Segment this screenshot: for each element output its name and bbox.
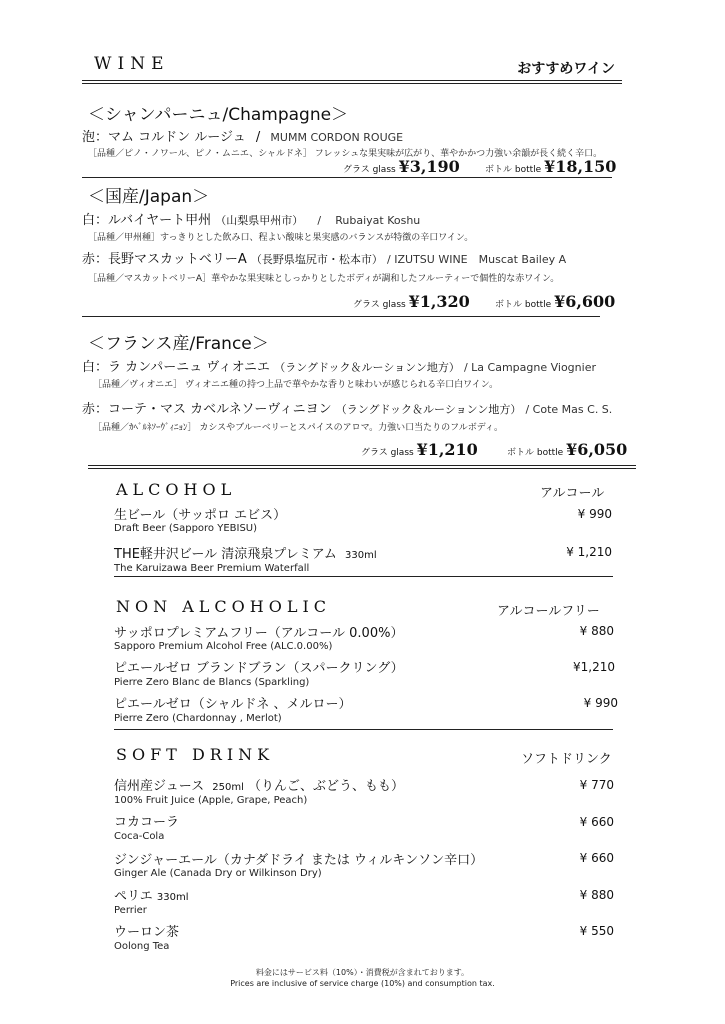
soft-drink-item-name: ウーロン茶	[114, 925, 180, 940]
japan-white-en: Rubaiyat Koshu	[335, 214, 421, 227]
japan-white-note: ［品種／甲州種］すっきりとした飲み口、程よい酸味と果実感のバランスが特徴の辛口ワイン。	[88, 233, 474, 243]
alcohol-item-price: ¥ 1,210	[566, 545, 612, 559]
france-glass-label: グラス glass	[361, 448, 414, 458]
footer-note-en: Prices are inclusive of service charge (10%) and consumption tax.	[230, 979, 495, 988]
soft-drink-item-price: ¥ 880	[579, 888, 614, 902]
japan-white-sep: /	[317, 214, 322, 227]
japan-glass-price	[353, 292, 470, 311]
non-alcoholic-item-name: ピエールゼロ（シャルドネ 、メルロー）	[114, 697, 352, 712]
france-glass-price	[361, 440, 478, 459]
france-bottle-label: ボトル bottle	[507, 448, 564, 458]
france-red-region: （ラングドック＆ルーションン地方）	[335, 403, 522, 416]
japan-divider	[82, 316, 600, 317]
soft-drink-item-price: ¥ 770	[579, 778, 614, 792]
alcohol-item-size: 330ml	[345, 550, 377, 561]
page-subtitle: おすすめワイン	[517, 61, 615, 77]
soft-drink-title-jp: ソフトドリンク	[521, 752, 612, 767]
soft-drink-item-en: Oolong Tea	[114, 941, 170, 952]
alcohol-title: ALCOHOL	[116, 480, 237, 499]
japan-red-jp: 赤：長野マスカットベリーA	[82, 252, 247, 267]
soft-drink-item-name-text: ペリエ	[114, 889, 153, 904]
champagne-bottle-price	[485, 157, 616, 176]
non-alcoholic-item-en: Pierre Zero (Chardonnay , Merlot)	[114, 713, 282, 724]
non-alcoholic-item-price: ¥ 990	[583, 696, 618, 710]
non-alcoholic-item-en: Pierre Zero Blanc de Blancs (Sparkling)	[114, 677, 310, 688]
soft-drink-item-extra: （りんご、ぶどう、もも）	[247, 779, 404, 794]
soft-drink-item-name-text: 信州産ジュース	[114, 779, 205, 794]
wine-end-divider	[88, 465, 636, 466]
soft-drink-item-name	[114, 885, 189, 904]
japan-heading: ＜国産/Japan＞	[88, 187, 210, 207]
france-white-en: / La Campagne Viognier	[463, 361, 596, 374]
soft-drink-item-size: 330ml	[156, 892, 189, 903]
champagne-bottle-value: ¥18,150	[544, 157, 617, 176]
japan-red-region: （長野県塩尻市・松本市）	[250, 253, 383, 266]
japan-white-item	[82, 209, 420, 228]
japan-red-en: / IZUTSU WINE Muscat Bailey A	[387, 253, 567, 266]
france-red-jp: 赤：コーテ・マス カベルネソーヴィニヨン	[82, 402, 332, 417]
soft-drink-item-name: ジンジャーエール（カナダドライ または ウィルキンソン辛口）	[114, 853, 484, 868]
champagne-bottle-label: ボトル bottle	[485, 165, 542, 175]
france-glass-value: ¥1,210	[416, 440, 478, 459]
france-white-note: ［品種／ヴィオニエ］ ヴィオニエ種の持つ上品で華やかな香りと味わいが感じられる辛口白ワイン。	[93, 380, 499, 390]
france-red-en: / Cote Mas C. S.	[525, 403, 613, 416]
soft-drink-item-en: Ginger Ale (Canada Dry or Wilkinson Dry)	[114, 868, 322, 879]
france-bottle-value: ¥6,050	[566, 440, 628, 459]
france-white-jp: 白：ラ カンパーニュ ヴィオニエ	[82, 360, 271, 375]
france-white-region: （ラングドック＆ルーションン地方）	[274, 361, 460, 374]
header-divider-2	[82, 83, 622, 84]
france-red-note: ［品種／ｶﾍﾞﾙﾈｿｰｳﾞｨﾆｮﾝ］ カシスやブルーベリーとスパイスのアロマ。力強い口当たりのフルボディ。	[93, 423, 504, 433]
france-white-item	[82, 356, 596, 375]
non-alcoholic-item-en: Sapporo Premium Alcohol Free (ALC.0.00%)	[114, 641, 333, 652]
france-bottle-price	[507, 440, 627, 459]
champagne-note: ［品種／ピノ・ノワール、ピノ・ムニエ、シャルドネ］ フレッシュな果実味が広がり、華やかかつ力強い余韻が長く続く辛口。	[88, 149, 603, 159]
japan-bottle-value: ¥6,600	[554, 292, 616, 311]
champagne-divider	[82, 177, 612, 178]
japan-glass-label: グラス glass	[353, 300, 406, 310]
page-title: WINE	[94, 54, 170, 74]
non-alcoholic-divider	[114, 729, 613, 730]
alcohol-item-price: ¥ 990	[577, 507, 612, 521]
japan-red-note: ［品種／マスカットベリーA］華やかな果実味としっかりとしたボディが調和したフルーティーで個性的な赤ワイン。	[88, 274, 560, 284]
japan-glass-value: ¥1,320	[408, 292, 470, 311]
header-divider	[82, 80, 622, 81]
france-heading: ＜フランス産/France＞	[88, 334, 269, 354]
soft-drink-item-price: ¥ 550	[579, 924, 614, 938]
champagne-glass-value: ¥3,190	[398, 157, 460, 176]
non-alcoholic-item-name: サッポロプレミアムフリー（アルコール 0.00%）	[114, 626, 404, 641]
soft-drink-item-size: 250ml	[212, 782, 244, 793]
japan-red-item	[82, 248, 566, 267]
alcohol-item-name: 生ビール（サッポロ エビス）	[114, 508, 287, 523]
champagne-sep: /	[255, 130, 261, 145]
champagne-item-jp: 泡：マム コルドン ルージュ	[82, 130, 246, 145]
alcohol-item-name	[114, 543, 377, 562]
soft-drink-title: SOFT DRINK	[116, 745, 275, 764]
japan-bottle-label: ボトル bottle	[495, 300, 552, 310]
alcohol-item-name-text: THE軽井沢ビール 清涼飛泉プレミアム	[114, 547, 337, 562]
footer-note-jp: 料金にはサービス料（10%）・消費税が含まれております。	[255, 968, 470, 977]
non-alcoholic-title: NON ALCOHOLIC	[116, 597, 331, 616]
france-red-item	[82, 398, 612, 417]
wine-end-divider-2	[88, 468, 636, 469]
soft-drink-item-name: コカコーラ	[114, 815, 180, 830]
alcohol-item-en: The Karuizawa Beer Premium Waterfall	[114, 563, 310, 574]
soft-drink-item-en: 100% Fruit Juice (Apple, Grape, Peach)	[114, 795, 308, 806]
japan-bottle-price	[495, 292, 615, 311]
japan-white-region: （山梨県甲州市）	[215, 214, 304, 227]
champagne-glass-label: グラス glass	[343, 165, 396, 175]
champagne-item-en: MUMM CORDON ROUGE	[270, 131, 404, 144]
non-alcoholic-title-jp: アルコールフリー	[497, 604, 600, 619]
soft-drink-item-price: ¥ 660	[579, 851, 614, 865]
alcohol-item-en: Draft Beer (Sapporo YEBISU)	[114, 523, 258, 534]
soft-drink-item-name	[114, 775, 404, 794]
soft-drink-item-en: Coca-Cola	[114, 831, 165, 842]
soft-drink-item-en: Perrier	[114, 905, 147, 916]
champagne-item	[82, 126, 403, 145]
non-alcoholic-item-price: ¥ 880	[579, 624, 614, 638]
non-alcoholic-item-price: ¥1,210	[573, 660, 615, 674]
soft-drink-item-price: ¥ 660	[579, 815, 614, 829]
champagne-glass-price	[343, 157, 460, 176]
champagne-heading: ＜シャンパーニュ/Champagne＞	[88, 105, 349, 125]
alcohol-divider	[114, 576, 613, 577]
alcohol-title-jp: アルコール	[540, 486, 605, 501]
non-alcoholic-item-name: ピエールゼロ ブランドブラン（スパークリング）	[114, 661, 404, 676]
japan-white-jp: 白：ルバイヤート甲州	[82, 213, 212, 228]
